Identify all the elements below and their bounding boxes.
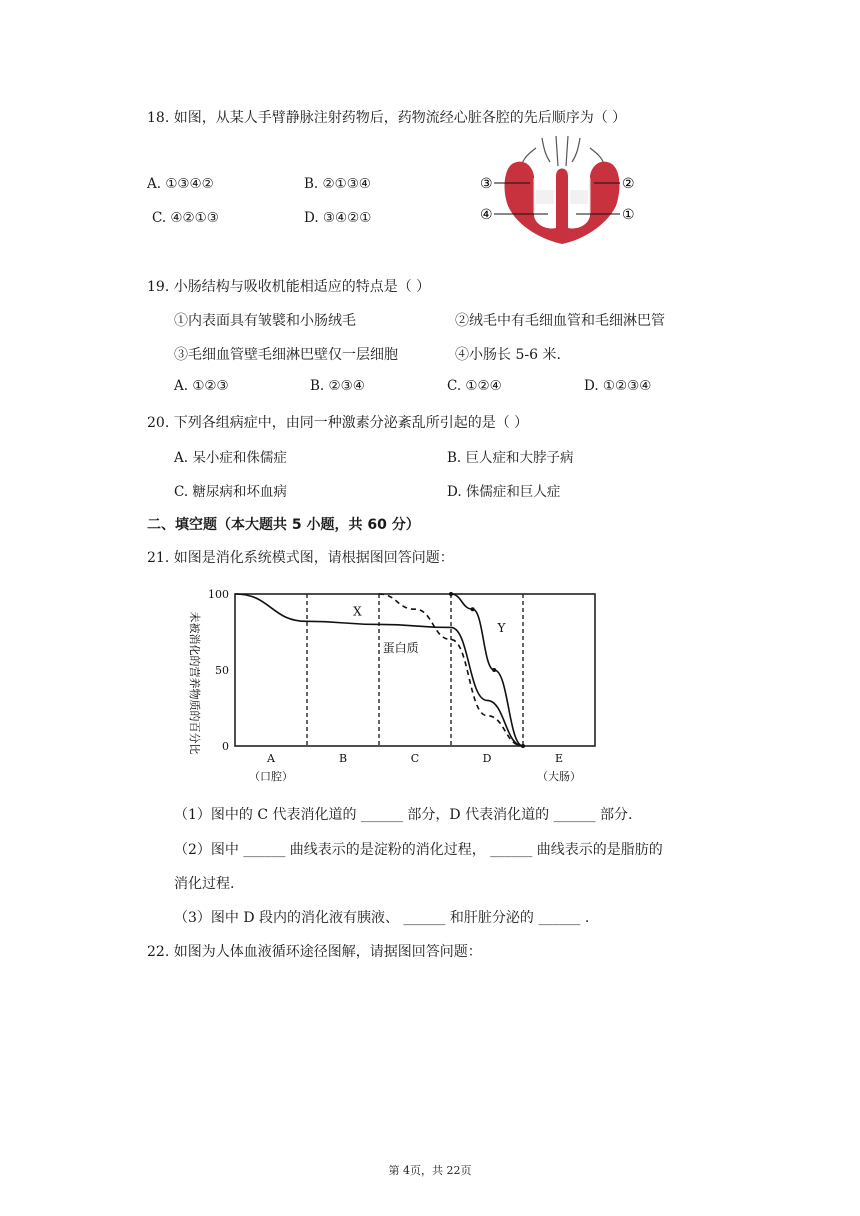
q19-option-b: B. ②③④ <box>310 378 365 394</box>
q19-fact-2: ②绒毛中有毛细血管和毛细淋巴管 <box>455 313 665 329</box>
q20-option-b: B. 巨人症和大脖子病 <box>447 450 574 466</box>
curve-point <box>521 744 525 748</box>
page-footer: 第 4页，共 22页 <box>388 1164 472 1177</box>
q20-option-d: D. 侏儒症和巨人症 <box>447 484 561 500</box>
chart-ylabel: 未被消化的营养物质的百分比 <box>188 611 201 755</box>
q20-option-c: C. 糖尿病和坏血病 <box>174 484 287 500</box>
curve-2 <box>451 594 523 746</box>
q20-stem: 20. 下列各组病症中，由同一种激素分泌紊乱所引起的是（ ） <box>147 415 529 431</box>
segment-label: C <box>410 752 420 765</box>
section-heading: 二、填空题（本大题共 5 小题，共 60 分） <box>147 517 420 533</box>
segment-label: D <box>482 752 492 765</box>
q18-stem: 18. 如图，从某人手臂静脉注射药物后，药物流经心脏各腔的先后顺序为（ ） <box>147 110 627 126</box>
heart-label-4: ④ <box>480 207 493 223</box>
q19-stem: 19. 小肠结构与吸收机能相适应的特点是（ ） <box>147 279 431 295</box>
q19-fact-1: ①内表面具有皱襞和小肠绒毛 <box>174 313 356 329</box>
curve-point <box>471 607 475 611</box>
segment-label: B <box>338 752 348 765</box>
q19-option-d: D. ①②③④ <box>584 378 652 394</box>
q21-sub3: （3）图中 D 段内的消化液有胰液、 ______ 和肝脏分泌的 ______ . <box>174 910 590 926</box>
heart-label-3: ③ <box>480 176 493 192</box>
q18-option-c: C. ④②①③ <box>152 210 219 226</box>
q19-option-c: C. ①②④ <box>447 378 502 394</box>
y-tick-label: 0 <box>222 740 229 753</box>
q20-option-a: A. 呆小症和侏儒症 <box>174 450 287 466</box>
heart-label-1: ① <box>622 207 635 223</box>
chart-frame <box>235 594 595 746</box>
q19-fact-4: ④小肠长 5-6 米. <box>455 347 561 363</box>
heart-label-2: ② <box>622 176 635 192</box>
q21-sub2b: 消化过程. <box>174 876 235 892</box>
heart-diagram <box>472 136 652 246</box>
q19-option-a: A. ①②③ <box>174 378 229 394</box>
y-tick-label: 100 <box>208 588 229 601</box>
series-label: X <box>353 604 362 619</box>
digestion-chart <box>175 578 615 790</box>
y-tick-label: 50 <box>215 664 229 677</box>
q21-stem: 21. 如图是消化系统模式图，请根据图回答问题： <box>147 550 454 566</box>
curve-point <box>492 668 496 672</box>
segment-note-large-intestine: （大肠） <box>537 770 581 783</box>
segment-note-mouth: （口腔） <box>249 770 293 783</box>
q19-fact-3: ③毛细血管壁毛细淋巴壁仅一层细胞 <box>174 347 398 363</box>
q18-option-a: A. ①③④② <box>147 176 214 192</box>
q18-option-d: D. ③④②① <box>304 210 372 226</box>
series-label: 蛋白质 <box>382 640 419 655</box>
segment-label: A <box>267 752 275 765</box>
q21-sub1: （1）图中的 C 代表消化道的 ______ 部分，D 代表消化道的 ______ 部分. <box>174 807 633 823</box>
q22-stem: 22. 如图为人体血液循环途径图解，请据图回答问题： <box>147 944 482 960</box>
curve-point <box>449 592 453 596</box>
series-label: Y <box>497 621 506 635</box>
segment-label: E <box>554 752 564 765</box>
q21-sub2a: （2）图中 ______ 曲线表示的是淀粉的消化过程， ______ 曲线表示的是脂肪的 <box>174 842 663 858</box>
q18-option-b: B. ②①③④ <box>304 176 371 192</box>
